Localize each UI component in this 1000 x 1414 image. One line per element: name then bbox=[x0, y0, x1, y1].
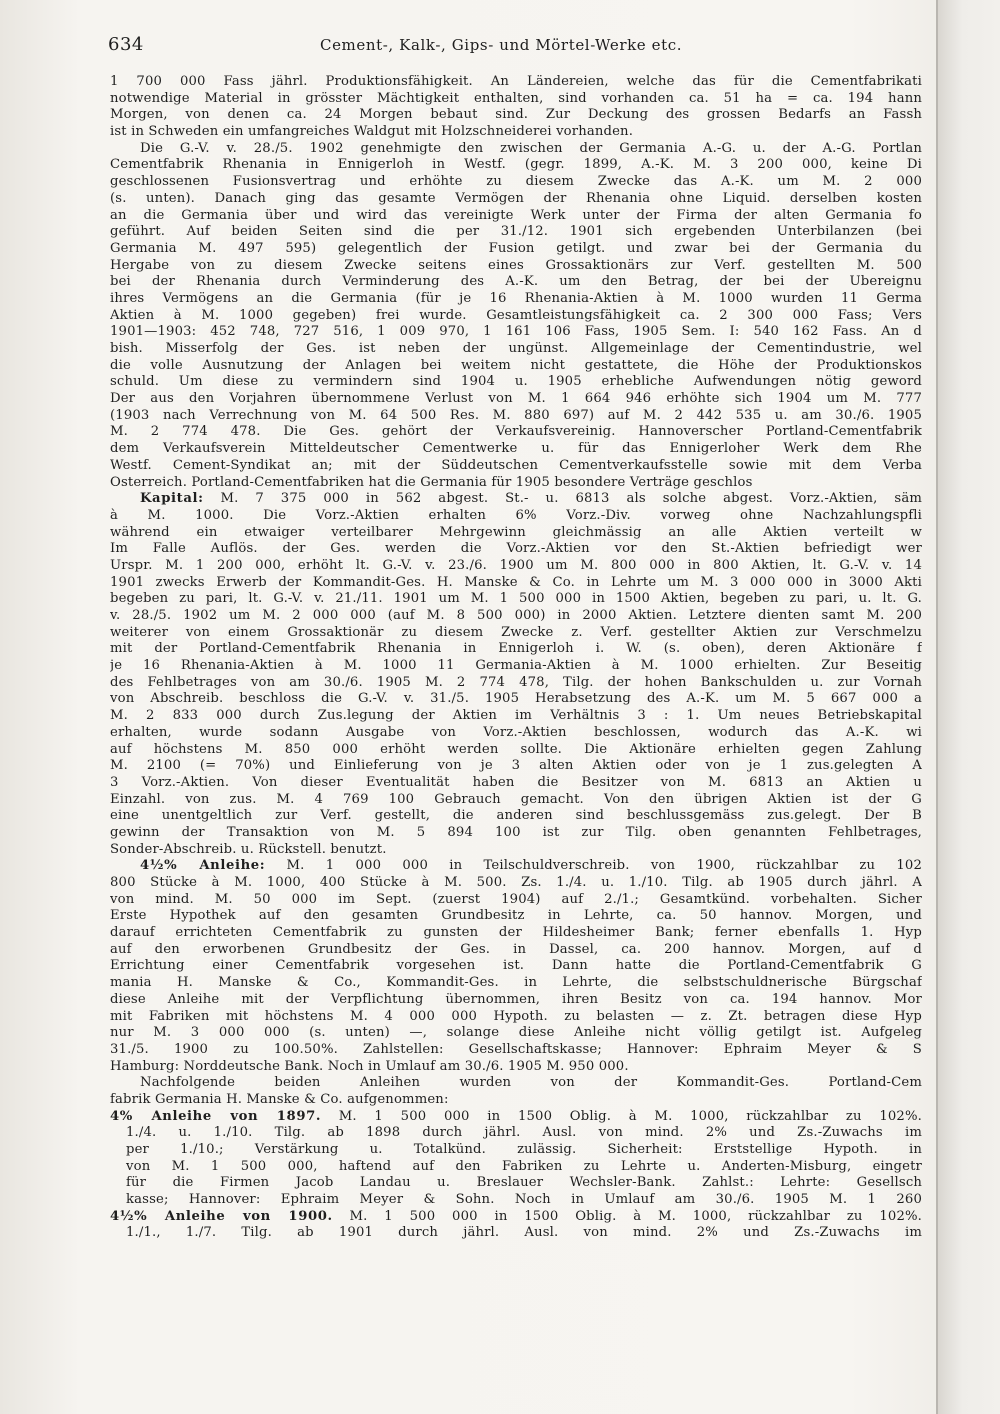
line-text: à M. 1000. Die Vorz.-Aktien erhalten 6% Vorz.-Div. vorweg ohne Nachzahlungspfli bbox=[110, 507, 922, 523]
text-line bbox=[110, 725, 922, 742]
text-line bbox=[110, 1225, 922, 1242]
line-text: auf den erworbenen Grundbesitz der Ges. in Dassel, ca. 200 hannov. Morgen, auf d bbox=[110, 941, 922, 957]
line-text: mania H. Manske & Co., Kommandit-Ges. in Lehrte, die selbstschuldnerische Bürgschaf bbox=[110, 975, 922, 991]
line-text: Österreich. Portland-Cementfabriken hat die Germania für 1905 besondere Verträge geschlos bbox=[110, 474, 753, 490]
line-text: eine unentgeltlich zur Verf. gestellt, die anderen sind beschlussgemäss zus.gelegt. Der B bbox=[110, 808, 922, 824]
text-line bbox=[110, 1175, 922, 1192]
line-text: Morgen, von denen ca. 24 Morgen bebaut sind. Zur Deckung des grossen Bedarfs an Fassh bbox=[110, 107, 922, 123]
line-text: Der aus den Vorjahren übernommene Verlust von M. 1 664 946 erhöhte sich 1904 um M. 777 bbox=[110, 391, 922, 407]
text-line bbox=[110, 1159, 922, 1176]
running-title: Cement-, Kalk-, Gips- und Mörtel-Werke etc. bbox=[320, 36, 683, 54]
line-text: bish. Misserfolg der Ges. ist neben der ungünst. Allgemeinlage der Cementindustrie, wel bbox=[110, 341, 922, 356]
line-text: des Fehlbetrages von am 30./6. 1905 M. 2 774 478, Tilg. der hohen Bankschulden u. zur Vornah bbox=[110, 674, 922, 690]
line-text: Im Falle Auflös. der Ges. werden die Vorz.-Aktien vor den St.-Aktien befriedigt wer bbox=[110, 541, 922, 557]
line-text: M. 2100 (= 70%) und Einlieferung von je 3 alten Aktien oder von je 1 zus.gelegten A bbox=[110, 758, 922, 774]
text-line bbox=[110, 1142, 922, 1159]
line-text: während ein etwaiger verteilbarer Mehrgewinn gleichmässig an alle Aktien verteilt w bbox=[110, 524, 922, 540]
text-line bbox=[110, 675, 922, 692]
text-line bbox=[110, 74, 922, 91]
text-line bbox=[110, 224, 922, 241]
line-text: schuld. Um diese zu vermindern sind 1904 u. 1905 erhebliche Aufwendungen nötig geword bbox=[110, 374, 922, 390]
line-text: M. 1 000 000 in Teilschuldverschreib. von 1900, rückzahlbar zu 102 bbox=[265, 858, 922, 874]
text-line bbox=[110, 1059, 922, 1076]
body-text bbox=[110, 74, 922, 1242]
text-line bbox=[110, 1109, 922, 1126]
text-line bbox=[110, 358, 922, 375]
text-line bbox=[110, 658, 922, 675]
line-text: an die Germania über und wird das vereinigte Werk unter der Firma der alten Germania fo bbox=[110, 207, 922, 223]
text-line bbox=[110, 391, 922, 408]
line-text: ihres Vermögens an die Germania (für je 16 Rhenania-Aktien à M. 1000 wurden 11 Germa bbox=[110, 290, 922, 306]
line-text: (s. unten). Danach ging das gesamte Vermögen der Rhenania ohne Liquid. derselben kosten bbox=[110, 190, 922, 206]
line-text: je 16 Rhenania-Aktien à M. 1000 11 Germania-Aktien à M. 1000 erhielten. Zur Beseitig bbox=[110, 658, 922, 674]
line-text: mit Fabriken mit höchstens M. 4 000 000 Hypoth. zu belasten — z. Zt. betragen diese Hyp bbox=[110, 1008, 922, 1024]
text-line bbox=[110, 341, 922, 358]
text-line bbox=[110, 908, 922, 925]
line-text: Westf. Cement-Syndikat an; mit der Süddeutschen Cementverkaufsstelle sowie mit dem Verba bbox=[110, 457, 922, 473]
line-text: 1./4. u. 1./10. Tilg. ab 1898 durch jährl. Ausl. von mind. 2% und Zs.-Zuwachs im bbox=[126, 1125, 922, 1141]
text-line bbox=[110, 775, 922, 792]
text-line bbox=[110, 1042, 922, 1059]
text-line bbox=[110, 758, 922, 775]
text-line bbox=[110, 491, 922, 508]
line-text: gewinn der Transaktion von M. 5 894 100 ist zur Tilg. oben genannten Fehlbetrages, bbox=[110, 824, 922, 840]
line-text: weiterer von einem Grossaktionär zu diesem Zwecke z. Verf. gestellter Aktien zur Verschmelzu bbox=[110, 624, 922, 640]
line-text: M. 2 774 478. Die Ges. gehört der Verkaufsvereinig. Hannoverscher Portland-Cementfabrik bbox=[110, 424, 922, 440]
line-text: fabrik Germania H. Manske & Co. aufgenommen: bbox=[110, 1091, 449, 1107]
text-line bbox=[110, 1209, 922, 1226]
text-line bbox=[110, 141, 922, 158]
line-text: nur M. 3 000 000 (s. unten) —, solange diese Anleihe nicht völlig getilgt ist. Aufgeleg bbox=[110, 1025, 922, 1041]
line-text: Cementfabrik Rhenania in Ennigerloh in Westf. (gegr. 1899, A.-K. M. 3 200 000, keine Di bbox=[110, 157, 922, 173]
text-line bbox=[110, 308, 922, 325]
text-line bbox=[110, 925, 922, 942]
text-line bbox=[110, 1009, 922, 1026]
line-text: darauf errichteten Cementfabrik zu gunsten der Hildesheimer Bank; ferner ebenfalls 1. Hyp bbox=[110, 925, 922, 941]
text-line bbox=[110, 892, 922, 909]
line-text: geführt. Auf beiden Seiten sind die per 31./12. 1901 sich ergebenden Unterbilanzen (bei bbox=[110, 224, 922, 240]
section-lead: Kapital: bbox=[140, 491, 204, 507]
line-text: erhalten, wurde sodann Ausgabe von Vorz.-Aktien beschlossen, wodurch das A.-K. wi bbox=[110, 724, 922, 740]
section-lead: 4½% Anleihe: bbox=[140, 858, 266, 874]
line-text: 1901 zwecks Erwerb der Kommandit-Ges. H. Manske & Co. in Lehrte um M. 3 000 000 in 3000 Akti bbox=[110, 574, 922, 590]
line-text: auf höchstens M. 850 000 erhöht werden sollte. Die Aktionäre erhielten gegen Zahlung bbox=[110, 741, 922, 757]
line-text: Urspr. M. 1 200 000, erhöht lt. G.-V. v. 23./6. 1900 um M. 800 000 in 800 Aktien, lt. G.-V. v. 14 bbox=[110, 557, 922, 573]
line-text: die volle Ausnutzung der Anlagen bei weitem nicht gestattete, die Höhe der Produktionskos bbox=[110, 357, 922, 373]
text-line bbox=[110, 374, 922, 391]
line-text: kasse; Hannover: Ephraim Meyer & Sohn. Noch in Umlauf am 30./6. 1905 M. 1 260 bbox=[126, 1192, 922, 1208]
text-line bbox=[110, 208, 922, 225]
line-text: M. 1 500 000 in 1500 Oblig. à M. 1000, rückzahlbar zu 102%. bbox=[321, 1108, 922, 1124]
text-line bbox=[110, 558, 922, 575]
text-line bbox=[110, 107, 922, 124]
section-lead: 4½% Anleihe von 1900. bbox=[110, 1208, 333, 1224]
line-text: von M. 1 500 000, haftend auf den Fabriken zu Lehrte u. Anderten-Misburg, eingetr bbox=[126, 1158, 922, 1174]
line-text: Die G.-V. v. 28./5. 1902 genehmigte den zwischen der Germania A.-G. u. der A.-G. Portlan bbox=[140, 140, 922, 156]
text-line bbox=[110, 958, 922, 975]
text-line bbox=[110, 625, 922, 642]
text-line bbox=[110, 458, 922, 475]
line-text: dem Verkaufsverein Mitteldeutscher Cementwerke u. für das Ennigerloher Werk dem Rhe bbox=[110, 441, 922, 457]
text-line bbox=[110, 191, 922, 208]
text-line bbox=[110, 1125, 922, 1142]
page-number: 634 bbox=[108, 34, 144, 55]
line-text: ist in Schweden ein umfangreiches Waldgut mit Holzschneiderei vorhanden. bbox=[110, 124, 634, 140]
facing-page-edge bbox=[936, 0, 1000, 1414]
line-text: 1901—1903: 452 748, 727 516, 1 009 970, 1 161 106 Fass, 1905 Sem. I: 540 162 Fass. An d bbox=[110, 324, 922, 340]
line-text: mit der Portland-Cementfabrik Rhenania in Ennigerloh i. W. (s. oben), deren Aktionäre f bbox=[110, 641, 922, 657]
text-line bbox=[110, 608, 922, 625]
text-line bbox=[110, 708, 922, 725]
text-line bbox=[110, 575, 922, 592]
text-line bbox=[110, 174, 922, 191]
page-header bbox=[108, 34, 938, 58]
text-line bbox=[110, 91, 922, 108]
text-line bbox=[110, 808, 922, 825]
line-text: 1./1., 1./7. Tilg. ab 1901 durch jährl. Ausl. von mind. 2% und Zs.-Zuwachs im bbox=[126, 1225, 922, 1241]
line-text: 3 Vorz.-Aktien. Von dieser Eventualität haben die Besitzer von M. 6813 an Aktien u bbox=[110, 774, 922, 790]
text-line bbox=[110, 508, 922, 525]
text-line bbox=[110, 324, 922, 341]
text-line bbox=[110, 124, 922, 141]
text-line bbox=[110, 441, 922, 458]
line-text: 31./5. 1900 zu 100.50%. Zahlstellen: Gesellschaftskasse; Hannover: Ephraim Meyer & S bbox=[110, 1041, 922, 1057]
text-line bbox=[110, 875, 922, 892]
text-line bbox=[110, 742, 922, 759]
line-text: begeben zu pari, lt. G.-V. v. 21./11. 1901 um M. 1 500 000 in 1500 Aktien, begeben zu pari, u. lt. G. bbox=[110, 591, 922, 607]
line-text: notwendige Material in grösster Mächtigkeit enthalten, sind vorhanden ca. 51 ha = ca. 194 hann bbox=[110, 90, 922, 106]
text-line bbox=[110, 1092, 922, 1109]
line-text: Nachfolgende beiden Anleihen wurden von der Kommandit-Ges. Portland-Cem bbox=[140, 1075, 922, 1091]
line-text: Germania M. 497 595) gelegentlich der Fusion getilgt. und zwar bei der Germania du bbox=[110, 240, 922, 256]
text-line bbox=[110, 424, 922, 441]
line-text: bei der Rhenania durch Verminderung des A.-K. um den Betrag, der bei der Übereignu bbox=[110, 274, 922, 290]
text-line bbox=[110, 858, 922, 875]
line-text: Aktien à M. 1000 gegeben) frei wurde. Gesamtleistungsfähigkeit ca. 2 300 000 Fass; Vers bbox=[110, 307, 922, 323]
line-text: von Abschreib. beschloss die G.-V. v. 31./5. 1905 Herabsetzung des A.-K. um M. 5 667 000 a bbox=[110, 691, 922, 707]
text-line bbox=[110, 1025, 922, 1042]
line-text: geschlossenen Fusionsvertrag und erhöhte zu diesem Zwecke das A.-K. um M. 2 000 bbox=[110, 174, 922, 190]
text-line bbox=[110, 541, 922, 558]
line-text: Einzahl. von zus. M. 4 769 100 Gebrauch gemacht. Von den übrigen Aktien ist der G bbox=[110, 791, 922, 807]
text-line bbox=[110, 274, 922, 291]
line-text: für die Firmen Jacob Landau u. Breslauer Wechsler-Bank. Zahlst.: Lehrte: Gesellsch bbox=[126, 1175, 922, 1191]
line-text: Errichtung einer Cementfabrik vorgesehen ist. Dann hatte die Portland-Cementfabrik G bbox=[110, 958, 922, 974]
text-line bbox=[110, 291, 922, 308]
line-text: von mind. M. 50 000 im Sept. (zuerst 1904) auf 2./1.; Gesamtkünd. vorbehalten. Sicher bbox=[110, 891, 922, 907]
text-line bbox=[110, 691, 922, 708]
line-text: Sonder-Abschreib. u. Rückstell. benutzt. bbox=[110, 841, 387, 857]
text-line bbox=[110, 258, 922, 275]
line-text: 800 Stücke à M. 1000, 400 Stücke à M. 500. Zs. 1./4. u. 1./10. Tilg. ab 1905 durch jährl. A bbox=[110, 875, 922, 890]
text-line bbox=[110, 157, 922, 174]
text-line bbox=[110, 591, 922, 608]
line-text: (1903 nach Verrechnung von M. 64 500 Res. M. 880 697) auf M. 2 442 535 u. am 30./6. 1905 bbox=[110, 407, 922, 423]
line-text: M. 1 500 000 in 1500 Oblig. à M. 1000, rückzahlbar zu 102%. bbox=[332, 1208, 922, 1224]
line-text: per 1./10.; Verstärkung u. Totalkünd. zulässig. Sicherheit: Erststellige Hypoth. in bbox=[126, 1142, 922, 1157]
text-line bbox=[110, 792, 922, 809]
text-line bbox=[110, 842, 922, 859]
section-lead: 4% Anleihe von 1897. bbox=[110, 1108, 322, 1124]
line-text: v. 28./5. 1902 um M. 2 000 000 (auf M. 8 500 000) in 2000 Aktien. Letztere dienten samt M. 200 bbox=[110, 608, 922, 623]
text-line bbox=[110, 992, 922, 1009]
text-line bbox=[110, 241, 922, 258]
text-line bbox=[110, 942, 922, 959]
line-text: 1 700 000 Fass jährl. Produktionsfähigkeit. An Ländereien, welche das für die Cementfabrikati bbox=[110, 74, 922, 89]
line-text: Hamburg: Norddeutsche Bank. Noch in Umlauf am 30./6. 1905 M. 950 000. bbox=[110, 1058, 629, 1074]
line-text: Erste Hypothek auf den gesamten Grundbesitz in Lehrte, ca. 50 hannov. Morgen, und bbox=[110, 908, 922, 924]
line-text: diese Anleihe mit der Verpflichtung übernommen, ihren Besitz von ca. 194 hannov. Mor bbox=[110, 991, 922, 1007]
text-line bbox=[110, 825, 922, 842]
line-text: Hergabe von zu diesem Zwecke seitens eines Grossaktionärs zur Verf. gestellten M. 500 bbox=[110, 257, 922, 273]
line-text: M. 2 833 000 durch Zus.legung der Aktien im Verhältnis 3 : 1. Um neues Betriebskapital bbox=[110, 708, 922, 724]
line-text: M. 7 375 000 in 562 abgest. St.- u. 6813 als solche abgest. Vorz.-Aktien, säm bbox=[203, 491, 922, 507]
text-line bbox=[110, 1075, 922, 1092]
text-line bbox=[110, 408, 922, 425]
text-line bbox=[110, 975, 922, 992]
text-line bbox=[110, 525, 922, 542]
text-line bbox=[110, 641, 922, 658]
text-line bbox=[110, 475, 922, 492]
text-line bbox=[110, 1192, 922, 1209]
